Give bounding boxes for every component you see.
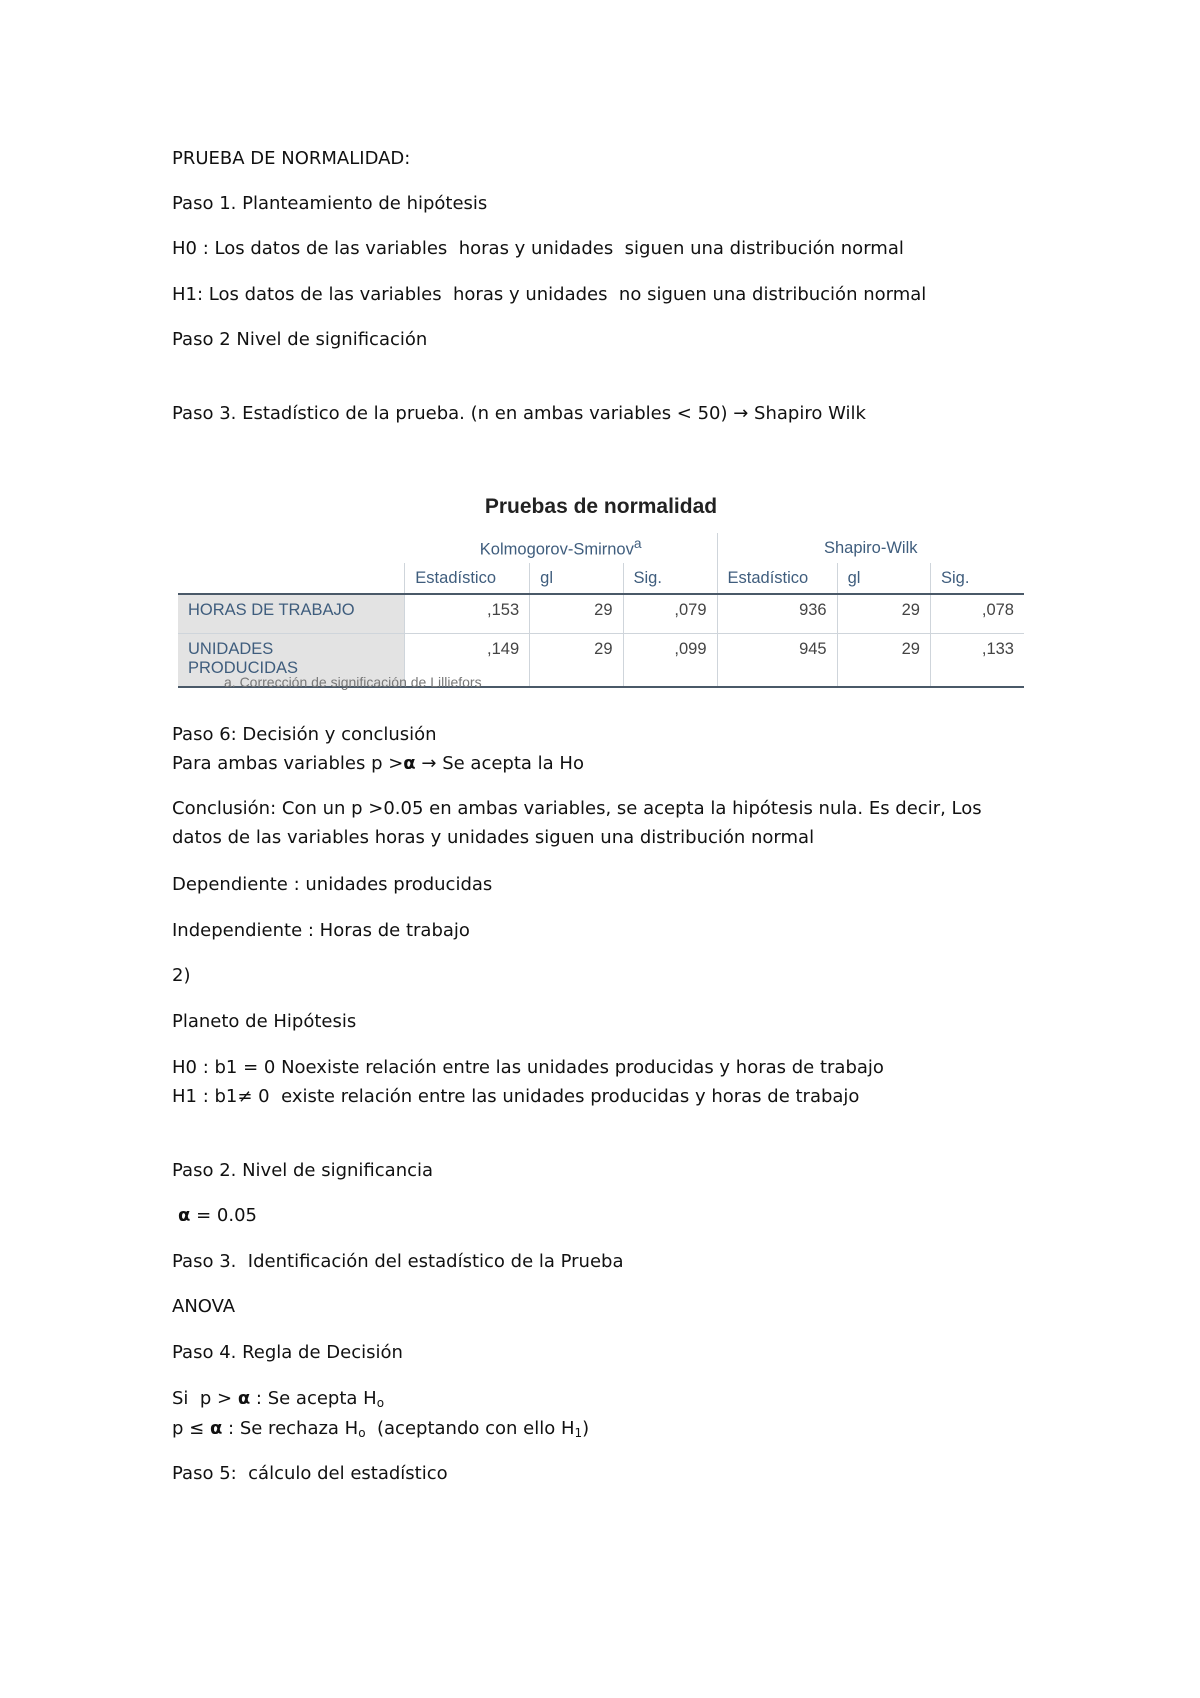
ks-estadistico: ,153: [405, 594, 530, 634]
ks-sig-header: Sig.: [623, 563, 717, 594]
alpha-value: = 0.05: [190, 1205, 257, 1226]
sw-sig: ,133: [930, 634, 1024, 688]
closing-paren: ): [582, 1418, 590, 1439]
alpha-symbol: α: [178, 1205, 191, 1226]
regla-acepta-line: [172, 1388, 384, 1410]
alpha-symbol: α: [237, 1388, 251, 1409]
regla-p-text: p ≤: [172, 1418, 210, 1439]
conclusion-paragraph: Conclusión: Con un p >0.05 en ambas variables, se acepta la hipótesis nula. Es decir, Los datos de las variables horas y unidades siguen una distribución normal: [172, 798, 982, 848]
ks-gl: 29: [530, 634, 623, 688]
table-row: [178, 594, 1024, 634]
planeto-line: Planeto de Hipótesis: [172, 1011, 357, 1032]
anova-line: ANOVA: [172, 1296, 236, 1317]
ks-superscript: a: [633, 536, 642, 552]
alpha-value-line: [178, 1205, 257, 1227]
group-header-row: [178, 533, 1024, 563]
sw-sig-header: Sig.: [930, 563, 1024, 594]
sw-estadistico-header: Estadístico: [717, 563, 837, 594]
sw-gl-header: gl: [837, 563, 930, 594]
para-ambas-text: Para ambas variables p >: [172, 753, 404, 774]
h-subscript: o: [376, 1396, 385, 1410]
regla-aceptando-text: (aceptando con ello H: [365, 1418, 575, 1439]
sw-estadistico: 945: [717, 634, 837, 688]
sw-gl: 29: [837, 594, 930, 634]
ks-estadistico: ,149: [405, 634, 530, 688]
paso3-line: Paso 3. Estadístico de la prueba. (n en ambas variables < 50) → Shapiro Wilk: [172, 403, 866, 424]
footnote-text: a. Corrección de significación de Lilliefors: [224, 674, 482, 690]
sw-header: Shapiro-Wilk: [717, 533, 1024, 563]
paso6-line: Paso 6: Decisión y conclusión: [172, 724, 437, 745]
empty-sub: [178, 563, 405, 594]
ks-header-label: Kolmogorov-Smirnov: [479, 540, 634, 559]
regla-acepta-text: : Se acepta H: [250, 1388, 377, 1409]
paso2-line: Paso 2 Nivel de significación: [172, 329, 428, 350]
regla-si-text: Si p >: [172, 1388, 238, 1409]
paso3-anova-line: Paso 3. Identificación del estadístico de la Prueba: [172, 1251, 624, 1272]
h1-subscript: 1: [574, 1426, 583, 1440]
regla-rechaza-text: : Se rechaza H: [222, 1418, 359, 1439]
ks-estadistico-header: Estadístico: [405, 563, 530, 594]
alpha-symbol: α: [209, 1418, 223, 1439]
regla-rechaza-line: [172, 1418, 589, 1440]
paso4-line: Paso 4. Regla de Decisión: [172, 1342, 403, 1363]
paso2-significancia-line: Paso 2. Nivel de significancia: [172, 1160, 434, 1181]
ks-gl: 29: [530, 594, 623, 634]
ks-sig: ,099: [623, 634, 717, 688]
row-label-line2: PRODUCIDAS: [188, 659, 299, 677]
independiente-line: Independiente : Horas de trabajo: [172, 920, 470, 941]
h0-b1-line: H0 : b1 = 0 Noexiste relación entre las unidades producidas y horas de trabajo: [172, 1057, 884, 1078]
paso5-line: Paso 5: cálculo del estadístico: [172, 1463, 448, 1484]
dependiente-line: Dependiente : unidades producidas: [172, 874, 493, 895]
sw-gl: 29: [837, 634, 930, 688]
h0-normal-line: H0 : Los datos de las variables horas y unidades siguen una distribución normal: [172, 238, 904, 259]
row-label: HORAS DE TRABAJO: [178, 594, 405, 634]
sw-sig: ,078: [930, 594, 1024, 634]
ks-sig: ,079: [623, 594, 717, 634]
alpha-symbol: α: [403, 753, 416, 774]
normality-test-table: [178, 495, 1026, 700]
h1-normal-line: H1: Los datos de las variables horas y unidades no siguen una distribución normal: [172, 284, 927, 305]
para-ambas-line: [172, 753, 584, 775]
ks-gl-header: gl: [530, 563, 623, 594]
empty-corner: [178, 533, 405, 563]
row-label-line1: UNIDADES: [188, 640, 274, 658]
section-number: 2): [172, 965, 191, 986]
table-footnote: [224, 674, 524, 691]
ks-header: [405, 533, 717, 563]
h1-b1-line: H1 : b1≠ 0 existe relación entre las unidades producidas y horas de trabajo: [172, 1086, 860, 1107]
h-subscript: o: [358, 1426, 366, 1440]
sw-estadistico: 936: [717, 594, 837, 634]
sub-header-row: [178, 563, 1024, 594]
spss-table: [178, 533, 1024, 688]
paso1-line: Paso 1. Planteamiento de hipótesis: [172, 193, 488, 214]
para-ambas-result: → Se acepta la Ho: [415, 753, 584, 774]
table-title: Pruebas de normalidad: [484, 495, 718, 518]
heading-prueba-normalidad: PRUEBA DE NORMALIDAD:: [172, 148, 411, 169]
